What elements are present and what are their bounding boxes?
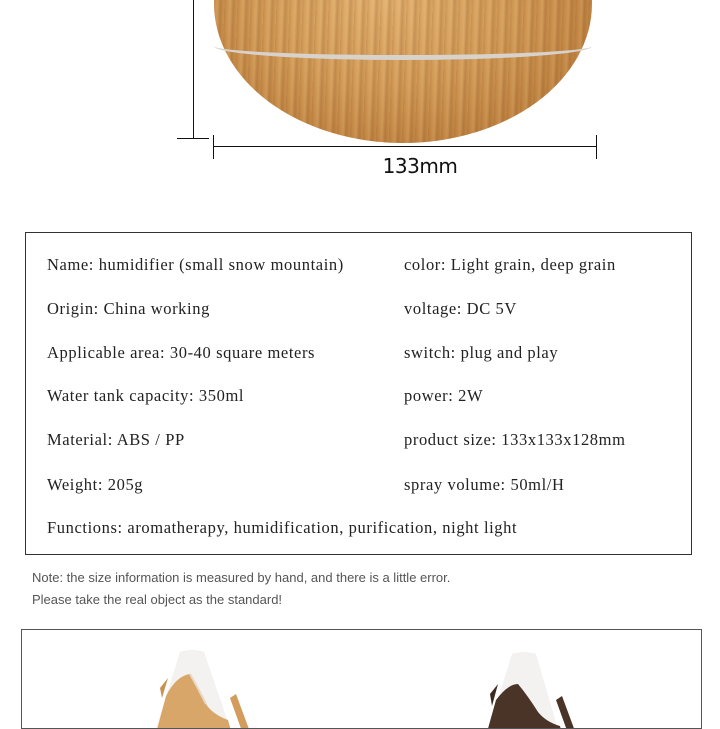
spec-voltage: voltage: DC 5V [404, 299, 517, 318]
spec-switch: switch: plug and play [404, 343, 559, 362]
variants-photo [21, 629, 702, 729]
note-line-1: Note: the size information is measured by hand, and there is a little error. [32, 570, 451, 585]
width-dimension-label: 133mm [382, 154, 458, 178]
humidifier-base [214, 0, 592, 143]
height-dimension-cap [177, 138, 209, 139]
spec-table [25, 232, 692, 555]
spec-name: Name: humidifier (small snow mountain) [47, 255, 344, 274]
spec-weight: Weight: 205g [47, 475, 144, 494]
spec-power: power: 2W [404, 386, 484, 405]
width-dimension-line [214, 146, 596, 147]
width-dimension-cap-left [213, 135, 214, 159]
spec-origin: Origin: China working [47, 299, 210, 318]
spec-area: Applicable area: 30-40 square meters [47, 343, 316, 362]
note-line-2: Please take the real object as the standard! [32, 592, 283, 607]
deep-grain-humidifier [452, 650, 612, 729]
spec-functions: Functions: aromatherapy, humidification, purification, night light [47, 518, 518, 537]
width-dimension-cap-right [596, 135, 597, 159]
light-grain-humidifier [132, 648, 292, 729]
spec-spray: spray volume: 50ml/H [404, 475, 565, 494]
height-dimension-line [193, 0, 194, 139]
spec-tank: Water tank capacity: 350ml [47, 386, 245, 405]
spec-size: product size: 133x133x128mm [404, 430, 626, 449]
spec-material: Material: ABS / PP [47, 430, 185, 449]
spec-color: color: Light grain, deep grain [404, 255, 616, 274]
product-dimension-photo [0, 0, 720, 200]
